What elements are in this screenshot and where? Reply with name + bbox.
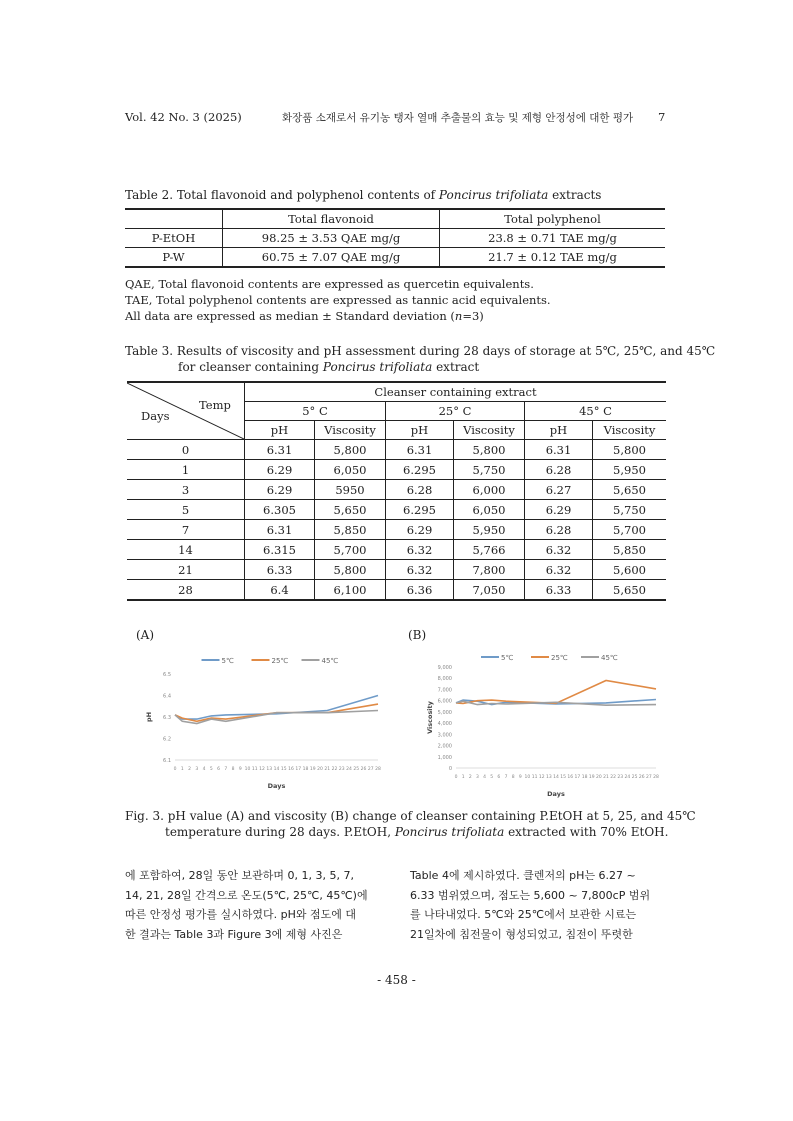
x-axis-label: Days [267,782,286,790]
table-row [127,560,666,580]
x-tick-label: 16 [567,775,574,780]
value-cell: 6.33 [245,560,315,580]
x-tick-label: 2 [188,767,191,772]
x-tick-label: 10 [524,775,531,780]
value-cell: 6.27 [525,480,593,500]
x-tick-label: 24 [624,775,631,780]
x-tick-label: 16 [288,767,294,772]
x-tick-label: 28 [653,775,659,780]
day-cell: 1 [181,462,190,477]
day-cell: 0 [181,442,190,457]
x-tick-label: 20 [595,775,602,780]
y-tick-label: 6,000 [437,698,452,705]
temp-5: 5° C [245,402,386,421]
y-tick-label: 1,000 [437,754,452,761]
body-left-column: 에 포함하여, 28일 동안 보관하며 0, 1, 3, 5, 7, 14, 21, 28일 간격으로 온도(5℃, 25℃, 45℃)에 따른 안정성 평가를 실시하였다. pH와 점도에 대 한 결과는 Table 3과 Figure 3에 제형 사진은 [125,869,368,941]
table-row [127,500,666,520]
day-cell: 3 [181,482,190,497]
y-tick-label: 2,000 [437,743,452,750]
x-tick-label: 5 [209,767,213,772]
value-cell: 6.32 [386,540,454,560]
x-tick-label: 3 [195,767,199,772]
y-tick-label: 7,000 [437,687,452,694]
days-label: Days [141,409,170,423]
x-tick-label: 5 [490,775,494,780]
value-cell: 5,750 [593,500,667,520]
legend-label-0: 5℃ [221,657,234,665]
value-cell: 6.31 [245,520,315,540]
value-cell: 5,766 [454,540,525,560]
table-row [127,460,666,480]
table3: Temp Days Cleanser containing extract 5° C 25° C 45° C pH Viscosity pH Viscosity pH Viscosity 0 6.31 5,800 6.31 5,800 6.31 5,800 1 6.29 6,050 6.295 5,750 6.28 5,950 3 6.29 5950 6.28 6,000 6.27 5,650 5 6.305 5,650 6.295 6,050 6.29 5,750 7 6.31 5,850 6.29 5,950 6.28 5,700 14 6.315 5,700 6.32 5,766 6.32 5,850 21 6.33 5,800 6.32 7,800 6.32 5,600 28 6.4 6,100 6.36 7,050 6.33 5,650 [127,381,666,601]
value-cell: 5,800 [454,440,525,460]
value-cell: 6.31 [525,440,593,460]
y-tick-label: 0 [448,766,452,772]
panel-a-label: (A) [136,628,155,642]
day-cell: 14 [178,542,193,557]
figure-caption: Fig. 3. pH value (A) and viscosity (B) change of cleanser containing P.EtOH at 5, 25, and 45℃ temperature during 28 days. P.EtOH, Poncirus trifoliata extracted with 70% EtOH. [125,809,696,839]
x-tick-label: 14 [553,775,559,780]
value-cell: 5,850 [593,540,667,560]
journal-volume: Vol. 42 No. 3 (2025) [125,110,242,124]
table-row: P-W 60.75 ± 7.07 QAE mg/g 21.7 ± 0.12 TAE mg/g [125,248,665,268]
x-tick-label: 2 [468,775,472,780]
x-tick-label: 8 [511,775,515,780]
table-row [127,480,666,500]
day-cell: 7 [181,522,190,537]
value-cell: 6,050 [454,500,525,520]
value-cell: 6.4 [245,580,315,601]
y-tick-label: 9,000 [437,665,452,671]
x-tick-label: 9 [518,775,522,780]
y-axis-label: Viscosity [426,701,434,734]
value-cell: 7,800 [454,560,525,580]
y-tick-label: 5,000 [437,709,452,716]
x-axis-label: Days [547,790,565,798]
y-tick-label: 3,000 [437,732,452,739]
value-cell: 6.36 [386,580,454,601]
value-cell: 5,850 [315,520,386,540]
x-tick-label: 15 [280,767,287,772]
value-cell: 6.33 [525,580,593,601]
x-tick-label: 3 [475,775,479,780]
y-axis-label: pH [145,711,153,723]
value-cell: 6.28 [525,520,593,540]
page-footer: - 458 - [377,973,416,987]
legend-label-1: 25℃ [271,657,289,665]
series-line-0 [175,696,378,720]
value-cell: 5,700 [315,540,386,560]
legend-label-1: 25℃ [551,654,568,662]
x-tick-label: 26 [360,767,367,772]
x-tick-label: 12 [259,767,265,772]
value-cell: 6.31 [386,440,454,460]
temp-45: 45° C [525,402,667,421]
table2-header-flavonoid: Total flavonoid [223,209,440,229]
x-tick-label: 18 [581,775,588,780]
x-tick-label: 0 [173,767,177,772]
temp-25: 25° C [386,402,525,421]
table2-notes: QAE, Total flavonoid contents are expressed as quercetin equivalents. TAE, Total polyphenol contents are expressed as tannic acid equivalents. All data are expressed as median ± Standard deviation (n=3) [125,277,551,323]
table-row: P-EtOH 98.25 ± 3.53 QAE mg/g 23.8 ± 0.71 TAE mg/g [125,229,665,248]
value-cell: 5,950 [593,460,667,480]
y-tick-label: 6.2 [163,736,171,743]
day-cell: 28 [178,582,193,597]
x-tick-label: 27 [645,775,652,780]
x-tick-label: 6 [217,767,220,772]
value-cell: 6.29 [245,480,315,500]
table-row [127,580,666,601]
x-tick-label: 27 [367,767,374,772]
y-tick-label: 6.3 [163,715,171,721]
value-cell: 5950 [315,480,386,500]
table-row [127,440,666,460]
x-tick-label: 4 [483,775,487,780]
x-tick-label: 18 [302,767,309,772]
x-tick-label: 12 [538,775,545,780]
table2 [125,208,665,268]
x-tick-label: 25 [631,775,638,780]
x-tick-label: 11 [251,767,258,772]
value-cell: 6.28 [525,460,593,480]
table2-header-polyphenol: Total polyphenol [440,209,666,229]
x-tick-label: 7 [224,767,228,772]
value-cell: 6.32 [525,540,593,560]
value-cell: 6.295 [386,460,454,480]
x-tick-label: 21 [603,775,609,780]
x-tick-label: 17 [574,775,581,780]
value-cell: 6.29 [245,460,315,480]
value-cell: 5,600 [593,560,667,580]
x-tick-label: 4 [202,767,206,772]
value-cell: 6.295 [386,500,454,520]
table2-caption: Table 2. Total flavonoid and polyphenol contents of Poncirus trifoliata extracts [125,188,602,202]
chart-ph [135,648,390,798]
x-tick-label: 7 [504,775,508,780]
value-cell: 5,650 [593,580,667,601]
x-tick-label: 21 [324,767,331,772]
value-cell: 5,800 [315,440,386,460]
day-cell: 21 [178,562,193,577]
body-right-column: Table 4에 제시하였다. 클렌저의 pH는 6.27 ~ 6.33 범위였으며, 점도는 5,600 ~ 7,800cP 범위 를 나타내었다. 5℃와 25℃에서 보관한 시료는 21일차에 침전물이 형성되었고, 침전이 뚜렷한 [410,869,651,941]
x-tick-label: 19 [309,767,316,772]
x-tick-label: 22 [331,767,338,772]
x-tick-label: 11 [531,775,538,780]
value-cell: 6.29 [525,500,593,520]
group-header: Cleanser containing extract [245,382,667,402]
value-cell: 5,650 [593,480,667,500]
x-tick-label: 0 [454,775,458,780]
x-tick-label: 1 [180,767,184,772]
header-page-number: 7 [658,110,666,124]
legend-label-0: 5℃ [501,654,514,662]
running-title: 화장품 소재로서 유기농 탱자 열매 추출물의 효능 및 제형 안정성에 대한 평가 [282,112,634,124]
y-tick-label: 4,000 [437,721,452,728]
value-cell: 5,650 [315,500,386,520]
x-tick-label: 23 [338,767,345,772]
x-tick-label: 13 [545,775,552,780]
x-tick-label: 8 [231,767,235,772]
x-tick-label: 19 [588,775,595,780]
x-tick-label: 22 [610,775,617,780]
x-tick-label: 20 [317,767,323,772]
value-cell: 6,050 [315,460,386,480]
x-tick-label: 14 [273,767,280,772]
table-row [127,540,666,560]
value-cell: 6.28 [386,480,454,500]
value-cell: 6,100 [315,580,386,601]
x-tick-label: 13 [266,767,273,772]
legend-label-2: 45℃ [321,657,339,665]
day-cell: 5 [181,502,190,517]
table3-corner-cell [127,382,245,440]
value-cell: 6.32 [386,560,454,580]
x-tick-label: 15 [560,775,567,780]
temp-label: Temp [199,398,231,412]
x-tick-label: 9 [238,767,242,772]
y-tick-label: 6.4 [163,693,171,700]
x-tick-label: 24 [346,767,352,772]
x-tick-label: 25 [353,767,360,772]
x-tick-label: 10 [244,767,251,772]
x-tick-label: 6 [497,775,501,780]
value-cell: 5,800 [315,560,386,580]
x-tick-label: 28 [375,767,381,772]
value-cell: 6.32 [525,560,593,580]
panel-b-label: (B) [408,628,427,642]
value-cell: 6,000 [454,480,525,500]
value-cell: 6.305 [245,500,315,520]
value-cell: 5,750 [454,460,525,480]
x-tick-label: 17 [295,767,302,772]
table3-caption: Table 3. Results of viscosity and pH assessment during 28 days of storage at 5℃, 25℃, and 45℃ for cleanser containing Poncirus trifoliata extract [125,344,716,374]
x-tick-label: 23 [617,775,624,780]
value-cell: 5,950 [454,520,525,540]
legend-label-2: 45℃ [601,654,618,662]
y-tick-label: 6.5 [163,672,171,678]
value-cell: 6.315 [245,540,315,560]
chart-viscosity [410,645,670,800]
value-cell: 5,700 [593,520,667,540]
value-cell: 6.31 [245,440,315,460]
x-tick-label: 1 [461,775,465,780]
y-tick-label: 8,000 [437,676,452,683]
series-line-1 [456,681,656,704]
x-tick-label: 26 [638,775,645,780]
value-cell: 7,050 [454,580,525,601]
y-tick-label: 6.1 [163,758,171,764]
value-cell: 5,800 [593,440,667,460]
table-row [127,520,666,540]
value-cell: 6.29 [386,520,454,540]
